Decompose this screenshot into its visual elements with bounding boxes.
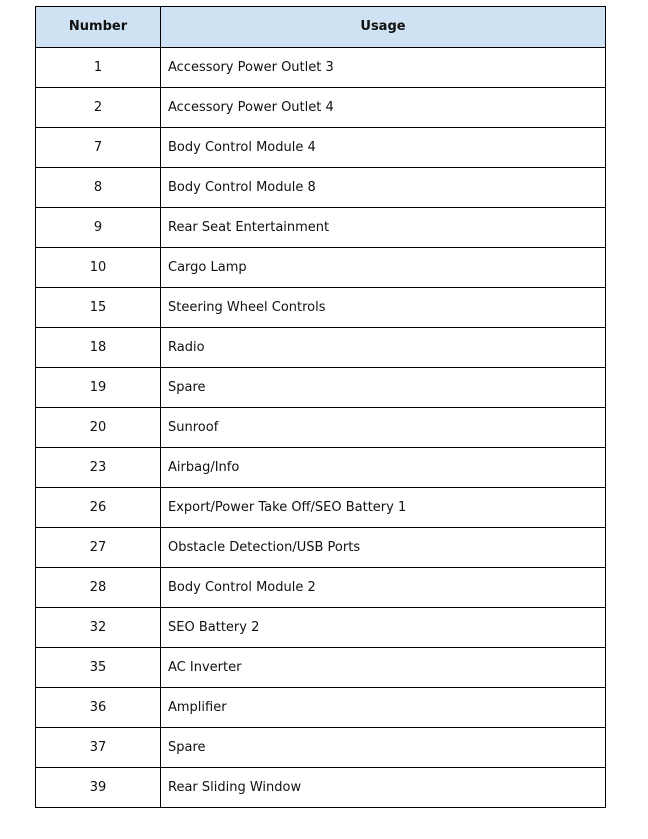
- cell-number: 36: [36, 687, 161, 727]
- cell-usage: AC Inverter: [161, 647, 606, 687]
- cell-usage: Rear Sliding Window: [161, 767, 606, 807]
- cell-number: 1: [36, 47, 161, 87]
- table-row: [36, 207, 606, 247]
- table-row: [36, 167, 606, 207]
- cell-number: 26: [36, 487, 161, 527]
- table-row: [36, 607, 606, 647]
- cell-usage: Spare: [161, 367, 606, 407]
- cell-usage: Export/Power Take Off/SEO Battery 1: [161, 487, 606, 527]
- cell-usage: Spare: [161, 727, 606, 767]
- table-row: [36, 527, 606, 567]
- cell-usage: Amplifier: [161, 687, 606, 727]
- cell-usage: Accessory Power Outlet 3: [161, 47, 606, 87]
- cell-number: 35: [36, 647, 161, 687]
- table-row: [36, 407, 606, 447]
- cell-usage: Sunroof: [161, 407, 606, 447]
- table-row: [36, 327, 606, 367]
- cell-number: 27: [36, 527, 161, 567]
- table-row: [36, 447, 606, 487]
- cell-number: 19: [36, 367, 161, 407]
- cell-number: 9: [36, 207, 161, 247]
- cell-number: 28: [36, 567, 161, 607]
- cell-number: 37: [36, 727, 161, 767]
- cell-usage: Body Control Module 4: [161, 127, 606, 167]
- cell-usage: Obstacle Detection/USB Ports: [161, 527, 606, 567]
- cell-number: 7: [36, 127, 161, 167]
- table-row: [36, 87, 606, 127]
- cell-number: 8: [36, 167, 161, 207]
- table-row: [36, 287, 606, 327]
- cell-usage: Accessory Power Outlet 4: [161, 87, 606, 127]
- table-row: [36, 367, 606, 407]
- table-row: [36, 687, 606, 727]
- header-usage: Usage: [161, 7, 606, 48]
- table-row: [36, 127, 606, 167]
- table-row: [36, 487, 606, 527]
- table-header-row: [36, 7, 606, 48]
- cell-number: 20: [36, 407, 161, 447]
- cell-number: 10: [36, 247, 161, 287]
- fuse-usage-table: [35, 6, 606, 808]
- cell-usage: SEO Battery 2: [161, 607, 606, 647]
- cell-usage: Airbag/Info: [161, 447, 606, 487]
- cell-usage: Rear Seat Entertainment: [161, 207, 606, 247]
- cell-number: 23: [36, 447, 161, 487]
- cell-usage: Steering Wheel Controls: [161, 287, 606, 327]
- table-row: [36, 47, 606, 87]
- cell-usage: Body Control Module 8: [161, 167, 606, 207]
- cell-number: 15: [36, 287, 161, 327]
- table-row: [36, 247, 606, 287]
- cell-number: 32: [36, 607, 161, 647]
- header-number: Number: [36, 7, 161, 48]
- table-row: [36, 727, 606, 767]
- cell-usage: Cargo Lamp: [161, 247, 606, 287]
- cell-usage: Body Control Module 2: [161, 567, 606, 607]
- table-row: [36, 767, 606, 807]
- cell-number: 18: [36, 327, 161, 367]
- cell-number: 39: [36, 767, 161, 807]
- cell-number: 2: [36, 87, 161, 127]
- table-row: [36, 647, 606, 687]
- cell-usage: Radio: [161, 327, 606, 367]
- table-row: [36, 567, 606, 607]
